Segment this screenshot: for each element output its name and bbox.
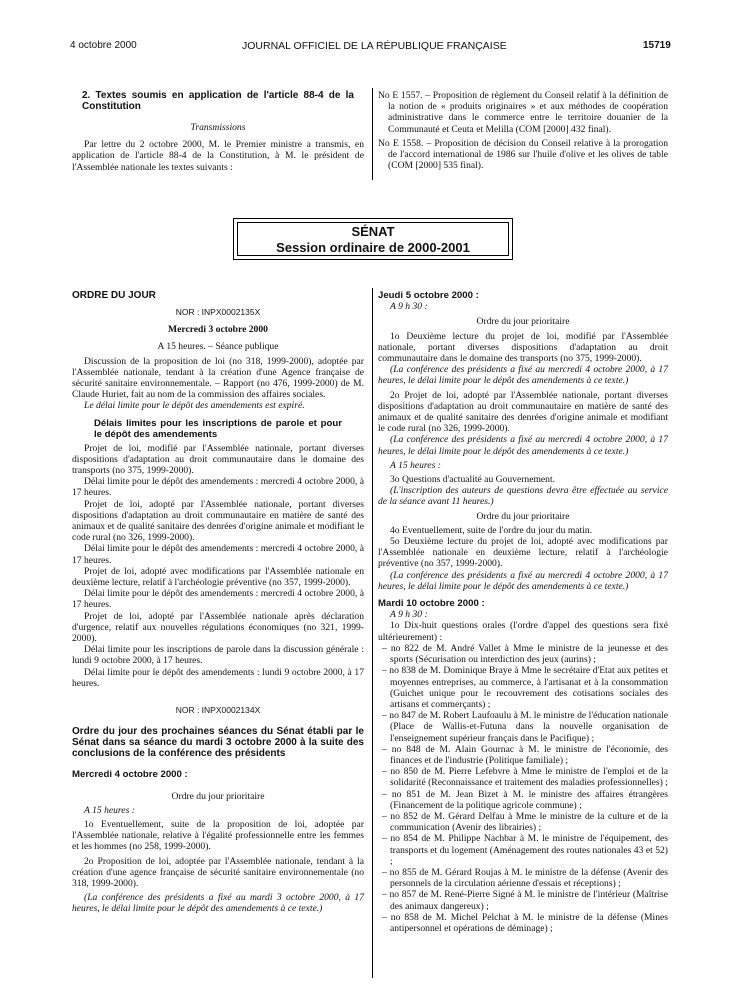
- senat-session-box: [233, 218, 513, 260]
- agenda-note: (L'inscription des auteurs de questions devra être effectuée au service de la séance avant 11 heures.): [378, 485, 668, 508]
- agenda-item: 2o Projet de loi, adopté par l'Assemblée nationale, portant diverses dispositions d'adaptation au droit communautaire en matière de santé des animaux et de qualité sanitaire des denrées d'origine animale et modifiant le code rural (no 326, 1999-2000).: [378, 389, 668, 435]
- list-item: – no 838 de M. Dominique Braye à Mme le secrétaire d'Etat aux petites et moyennes entreprises, au commerce, à l'artisanat et à la consommation (Guichet unique pour le recouvrement des cotisations sociales des artisans et commerçants) ;: [382, 665, 668, 710]
- delais-heading: Délais limites pour les inscriptions de parole et pour le dépôt des amendements: [94, 417, 342, 440]
- agenda-paragraph: Projet de loi, adopté avec modifications par l'Assemblée nationale en deuxième lecture, relatif à l'archéologie préventive (no 357, 1999-2000).: [72, 565, 364, 589]
- list-item: – no 858 de M. Michel Pelchat à M. le ministre de la défense (Mines antipersonnel et opérations de déminage) ;: [382, 911, 668, 934]
- session-date: Mardi 10 octobre 2000 :: [378, 598, 485, 610]
- session-time: A 15 heures :: [390, 459, 441, 471]
- left-column: [72, 290, 364, 915]
- deadline: Délai limite pour le dépôt des amendements : lundi 9 octobre 2000, à 17 heures.: [72, 666, 364, 689]
- session-time: A 9 h 30 :: [390, 609, 428, 621]
- agenda-item: 1o Dix-huit questions orales (l'ordre d'appel des questions sera fixé ultérieurement) :: [378, 620, 668, 643]
- transmissions-section: [72, 90, 364, 173]
- list-item: – no 854 de M. Philippe Nachbar à M. le ministre de l'équipement, des transports et du logement (Aménagement des routes nationales 43 et 52) ;: [382, 833, 668, 867]
- transmissions-paragraph: Par lettre du 2 octobre 2000, M. le Premier ministre a transmis, en application de l'article 88-4 de la Constitution, à M. le président de l'Assemblée nationale les textes suivants :: [72, 139, 364, 173]
- agenda-note: (La conférence des présidents a fixé au mercredi 4 octobre 2000, à 17 heures, le délai limite pour le dépôt des amendements à ce texte.): [378, 364, 668, 387]
- text-item: No E 1558. – Proposition de décision du Conseil relative à la prorogation de l'accord international de 1986 sur l'huile d'olive et les olives de table (COM [2000] 535 final).: [378, 137, 668, 172]
- session-time: A 15 heures. – Séance publique: [157, 341, 279, 353]
- list-item: – no 850 de M. Pierre Lefebvre à Mme le ministre de l'emploi et de la solidarité (Reconnaissance et traitement des maladies professionnelles) ;: [382, 766, 668, 789]
- ordre-heading: Ordre du jour des prochaines séances du Sénat établi par le Sénat dans sa séance du mardi 3 octobre 2000 à la suite des conclusions de la conférence des présidents: [72, 726, 364, 760]
- deadline: Délai limite pour le dépôt des amendements : mercredi 4 octobre 2000, à 17 heures.: [72, 588, 364, 611]
- agenda-paragraph: Projet de loi, adopté par l'Assemblée nationale après déclaration d'urgence, relatif aux nouvelles régulations économiques (no 321, 1999-2000).: [72, 610, 364, 645]
- ordre-du-jour-heading: ORDRE DU JOUR: [72, 290, 156, 301]
- transmitted-texts-list: [378, 90, 668, 171]
- ordre-prioritaire: Ordre du jour prioritaire: [476, 510, 570, 522]
- agenda-item: 4o Eventuellement, suite de l'ordre du jour du matin.: [390, 524, 593, 536]
- text-item: No E 1557. – Proposition de règlement du Conseil relatif à la définition de la notion de « produits originaires » et aux méthodes de coopération administrative dans le commerce entre le territoire douanier de la Communauté et Ceuta et Melilla (COM [2000] 432 final).: [378, 90, 668, 135]
- column-divider: [372, 88, 373, 180]
- agenda-note: (La conférence des présidents a fixé au mardi 3 octobre 2000, à 17 heures, le délai limite pour le dépôt des amendements à ce texte.): [72, 892, 364, 915]
- agenda-note: (La conférence des présidents a fixé au mercredi 4 octobre 2000, à 17 heures, le délai limite pour le dépôt des amendements à ce texte.): [378, 434, 668, 457]
- session-date: Mercredi 3 octobre 2000: [168, 324, 268, 336]
- session-date: Jeudi 5 octobre 2000 :: [378, 290, 479, 301]
- list-item: – no 851 de M. Jean Bizet à M. le ministre des affaires étrangères (Financement de la politique agricole commune) ;: [382, 788, 668, 811]
- agenda-item: 1o Deuxième lecture du projet de loi, modifié par l'Assemblée nationale, portant diverses dispositions d'adaptation au droit communautaire dans le domaine des transports (no 375, 1999-2000).: [378, 330, 668, 365]
- section-heading: 2. Textes soumis en application de l'article 88-4 de la Constitution: [82, 90, 354, 112]
- deadline: Délai limite pour les inscriptions de parole dans la discussion générale : lundi 9 octobre 2000, à 17 heures.: [72, 644, 364, 667]
- agenda-item: 2o Proposition de loi, adoptée par l'Assemblée nationale, tendant à la création d'une agence française de sécurité sanitaire environnementale (no 318, 1999-2000).: [72, 855, 364, 889]
- column-divider: [372, 288, 373, 978]
- ordre-prioritaire: Ordre du jour prioritaire: [476, 316, 570, 328]
- list-item: – no 848 de M. Alain Gournac à M. le ministre de l'économie, des finances et de l'industrie (Politique familiale) ;: [382, 743, 668, 766]
- agenda-paragraph: Discussion de la proposition de loi (no 318, 1999-2000), adoptée par l'Assemblée nationale, tendant à la création d'une Agence française de sécurité sanitaire environnementale. – Rapport (no 476, 1999-2000) de M. Claude Huriet, fait au nom de la commission des affaires sociales.: [72, 355, 364, 401]
- list-item: – no 852 de M. Gérard Delfau à Mme le ministre de la culture et de la communication (Avenir des librairies) ;: [382, 810, 668, 834]
- session-time: A 9 h 30 :: [390, 301, 428, 313]
- nor-reference: NOR : INPX0002134X: [175, 705, 261, 716]
- ordre-prioritaire: Ordre du jour prioritaire: [171, 790, 265, 802]
- agenda-item: 3o Questions d'actualité au Gouvernement.: [390, 474, 556, 486]
- agenda-paragraph: Projet de loi, adopté par l'Assemblée nationale, portant diverses dispositions d'adaptation au droit communautaire en matière de santé des animaux et de qualité sanitaire des denrées d'origine animale et modifiant le code rural (no 326, 1999-2000).: [72, 498, 364, 544]
- transmissions-subheading: Transmissions: [190, 122, 246, 133]
- nor-reference: NOR : INPX0002135X: [175, 307, 261, 317]
- deadline: Délai limite pour le dépôt des amendements : mercredi 4 octobre 2000, à 17 heures.: [72, 476, 364, 499]
- page-header: [0, 10, 748, 50]
- list-item: – no 855 de M. Gérard Roujas à M. le ministre de la défense (Avenir des personnels de la circulation aérienne d'essais et réceptions) ;: [382, 866, 668, 890]
- header-date: 4 octobre 2000: [70, 40, 137, 51]
- deadline: Délai limite pour le dépôt des amendements : mercredi 4 octobre 2000, à 17 heures.: [72, 543, 364, 566]
- agenda-note: Le délai limite pour le dépôt des amendements est expiré.: [84, 400, 305, 412]
- agenda-paragraph: Projet de loi, modifié par l'Assemblée nationale, portant diverses dispositions d'adaptation au droit communautaire dans le domaine des transports (no 375, 1999-2000).: [72, 442, 364, 477]
- session-date: Mercredi 4 octobre 2000 :: [72, 769, 188, 781]
- list-item: – no 822 de M. André Vallet à Mme le ministre de la jeunesse et des sports (Sécurisation ou interdiction des jeux (aurins) ;: [382, 642, 668, 666]
- agenda-note: (La conférence des présidents a fixé au mercredi 4 octobre 2000, à 17 heures, le délai limite pour le dépôt des amendements à ce texte.): [378, 569, 668, 592]
- agenda-item: 5o Deuxième lecture du projet de loi, adopté avec modifications par l'Assemblée nationale en deuxième lecture, relatif à l'archéologie préventive (no 357, 1999-2000).: [378, 536, 668, 570]
- session-title: Session ordinaire de 2000-2001: [276, 240, 470, 255]
- list-item: – no 857 de M. René-Pierre Signé à M. le ministre de l'intérieur (Maîtrise des animaux dangereux) ;: [382, 889, 668, 912]
- right-column: [378, 290, 668, 934]
- header-journal-title: JOURNAL OFFICIEL DE LA RÉPUBLIQUE FRANÇAISE: [242, 40, 507, 52]
- header-page-number: 15719: [643, 40, 671, 51]
- questions-list: [378, 643, 668, 934]
- agenda-item: 1o Eventuellement, suite de la proposition de loi, adoptée par l'Assemblée nationale, relative à l'égalité professionnelle entre les femmes et les hommes (no 258, 1999-2000).: [72, 818, 364, 853]
- senat-title: SÉNAT: [351, 224, 395, 239]
- session-time: A 15 heures :: [84, 804, 135, 816]
- list-item: – no 847 de M. Robert Laufoaulu à M. le ministre de l'éducation nationale (Place de Wallis-et-Futuna dans la nouvelle organisation de l'enseignement supérieur français dans le Pacifique) ;: [382, 710, 668, 744]
